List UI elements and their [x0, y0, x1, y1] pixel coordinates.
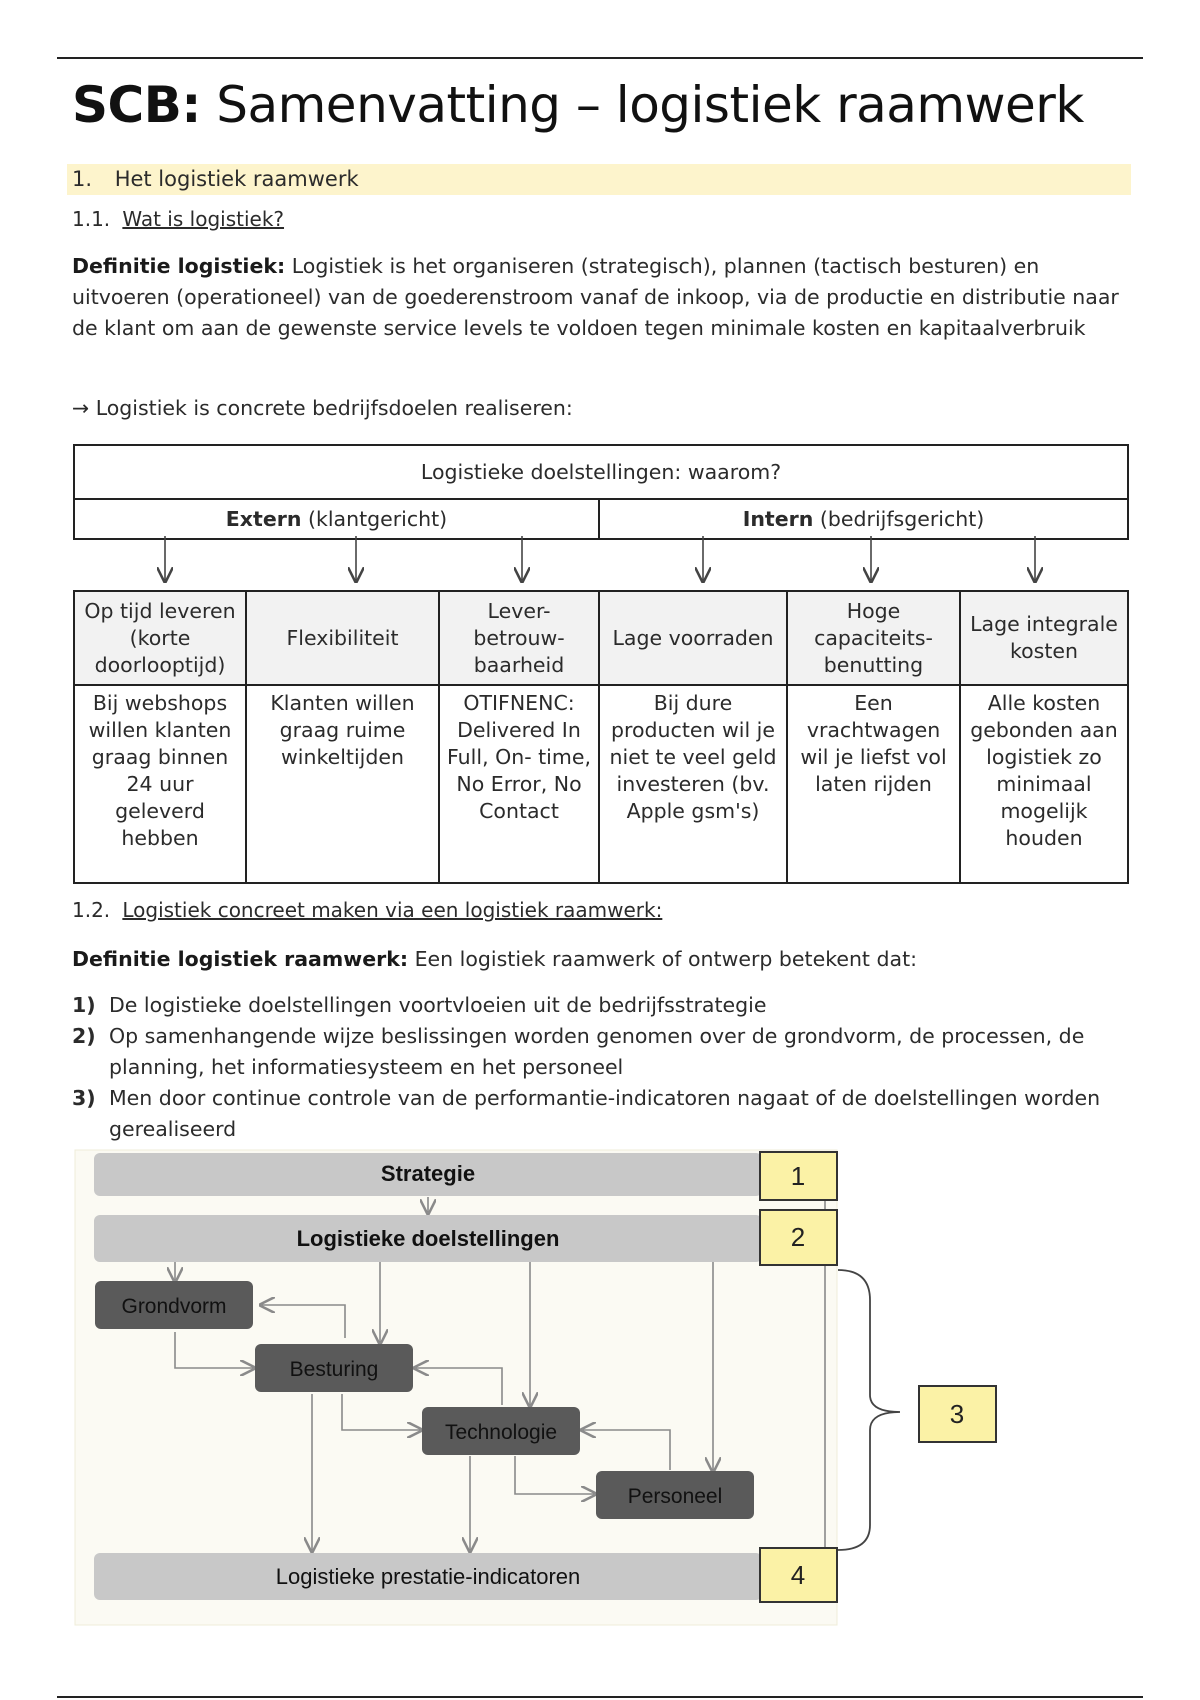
strategy-label: Strategie	[380, 1161, 476, 1186]
title-prefix: SCB:	[72, 76, 201, 134]
list-marker: 3)	[72, 1086, 96, 1110]
description-cell: Alle kosten gebonden aan logistiek zo minimaal mogelijk houden	[960, 685, 1128, 883]
subsection-label: Logistiek concreet maken via een logistiek raamwerk:	[122, 898, 663, 922]
definition-term: Definitie logistiek:	[72, 254, 286, 278]
title-text: Samenvatting – logistiek raamwerk	[216, 76, 1084, 134]
category-cell: Lever- betrouw- baarheid	[439, 591, 599, 685]
technologie-label: Technologie	[444, 1421, 558, 1444]
description-cell: OTIFNENC: Delivered In Full, On- time, No Error, No Contact	[439, 685, 599, 883]
intern-label: Intern	[742, 507, 814, 531]
category-cell: Op tijd leveren (korte doorlooptijd)	[74, 591, 246, 685]
definition-text: Logistiek is het organiseren (strategisch), plannen (tactisch besturen) en uitvoeren (operationeel) van de goederenstroom vanaf de inkoop, via de productie en distributie naar de klant om aan de gewenste service levels te voldoen tegen minimale kosten en kapitaalverbruik	[72, 254, 1119, 340]
subsection-number: 1.1.	[72, 207, 111, 231]
extern-note: (klantgericht)	[307, 507, 448, 531]
subsection-label: Wat is logistiek?	[122, 207, 285, 231]
description-cell: Klanten willen graag ruime winkeltijden	[246, 685, 439, 883]
category-cell: Lage integrale kosten	[960, 591, 1128, 685]
indicators-label: Logistieke prestatie-indicatoren	[275, 1564, 581, 1589]
arrow-statement: → Logistiek is concrete bedrijfsdoelen realiseren:	[72, 396, 573, 420]
intern-note: (bedrijfsgericht)	[819, 507, 985, 531]
personeel-label: Personeel	[627, 1485, 723, 1508]
definition-term: Definitie logistiek raamwerk:	[72, 947, 409, 971]
marker-3-label: 3	[949, 1399, 965, 1429]
section-number: 1.	[72, 167, 93, 191]
marker-2-label: 2	[790, 1222, 806, 1252]
category-cell: Flexibiliteit	[246, 591, 439, 685]
grondvorm-label: Grondvorm	[121, 1295, 227, 1318]
goals-label: Logistieke doelstellingen	[296, 1226, 560, 1251]
list-text: Op samenhangende wijze beslissingen worden genomen over de grondvorm, de processen, de planning, het informatiesysteem en het personeel	[109, 1024, 1085, 1079]
section-label: Het logistiek raamwerk	[114, 167, 359, 191]
category-cell: Lage voorraden	[599, 591, 787, 685]
description-cell: Bij webshops willen klanten graag binnen 24 uur geleverd hebben	[74, 685, 246, 883]
group-brace	[838, 1270, 900, 1550]
description-cell: Bij dure producten wil je niet te veel geld investeren (bv. Apple gsm's)	[599, 685, 787, 883]
bottom-rule	[57, 1696, 1143, 1698]
list-marker: 1)	[72, 993, 96, 1017]
extern-label: Extern	[225, 507, 302, 531]
subsection-number: 1.2.	[72, 898, 111, 922]
marker-1-label: 1	[790, 1161, 806, 1191]
besturing-label: Besturing	[289, 1358, 379, 1381]
list-marker: 2)	[72, 1024, 96, 1048]
description-cell: Een vrachtwagen wil je liefst vol laten rijden	[787, 685, 960, 883]
list-text: De logistieke doelstellingen voortvloeien uit de bedrijfsstrategie	[109, 993, 767, 1017]
table-header: Logistieke doelstellingen: waarom?	[74, 445, 1128, 499]
category-cell: Hoge capaciteits- benutting	[787, 591, 960, 685]
table-arrows	[165, 536, 1035, 580]
list-text: Men door continue controle van de performantie-indicatoren nagaat of de doelstellingen worden gerealiseerd	[109, 1086, 1101, 1141]
marker-4-label: 4	[790, 1560, 806, 1590]
definition-text: Een logistiek raamwerk of ontwerp betekent dat:	[414, 947, 918, 971]
